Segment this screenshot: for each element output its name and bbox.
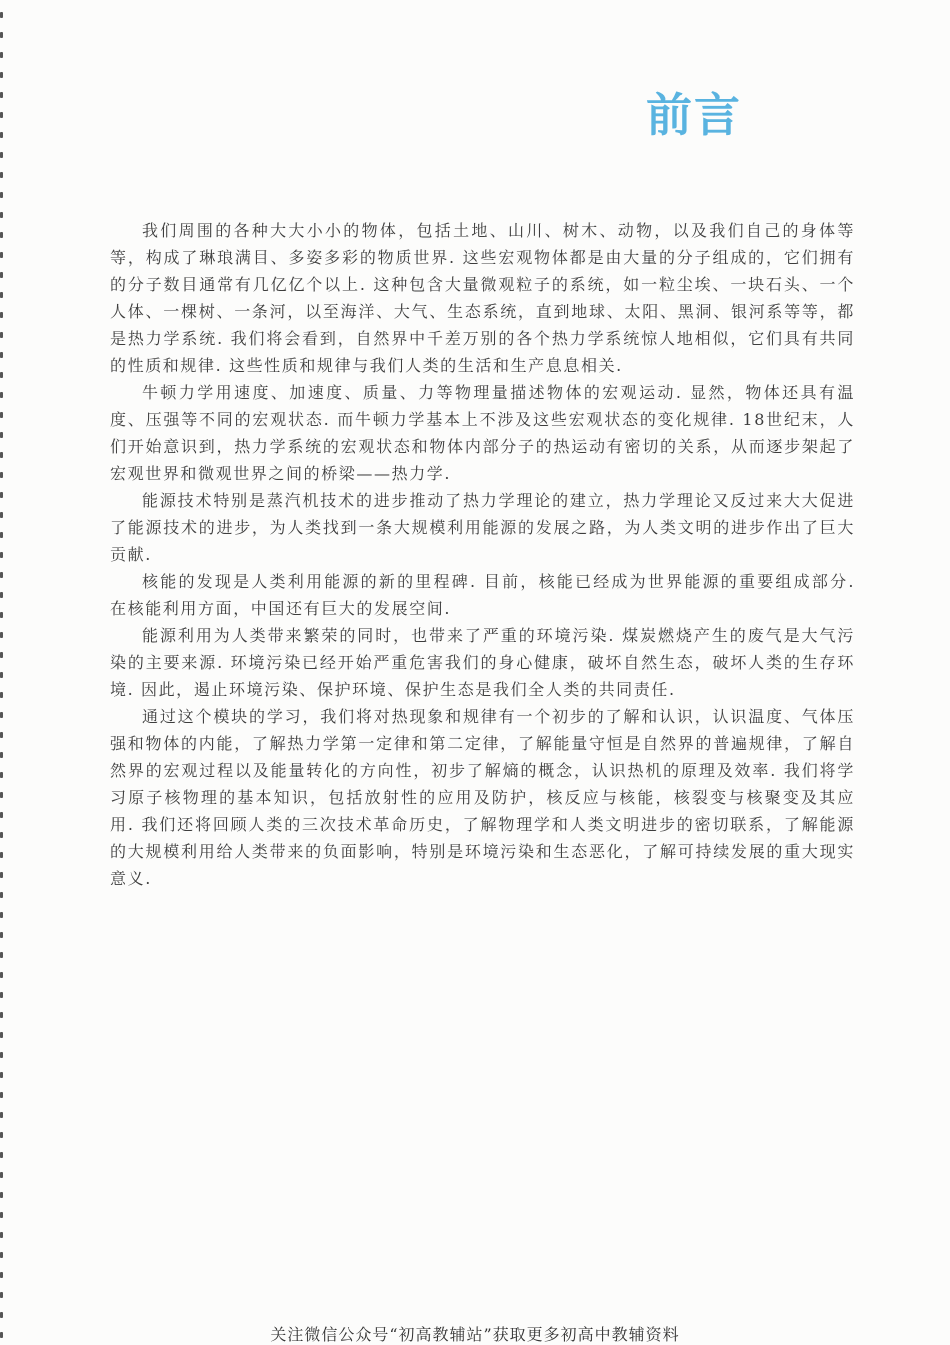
binding-hole — [0, 792, 3, 798]
binding-hole — [0, 432, 3, 438]
binding-hole — [0, 232, 3, 238]
paragraph: 能源技术特别是蒸汽机技术的进步推动了热力学理论的建立，热力学理论又反过来大大促进了能源技术的进步，为人类找到一条大规模利用能源的发展之路，为人类文明的进步作出了巨大贡献. — [110, 491, 855, 564]
binding-hole — [0, 1292, 3, 1298]
binding-hole — [0, 612, 3, 618]
binding-hole — [0, 1312, 3, 1318]
binding-hole — [0, 12, 3, 18]
binding-hole — [0, 632, 3, 638]
binding-hole — [0, 712, 3, 718]
binding-hole — [0, 1052, 3, 1058]
binding-hole — [0, 32, 3, 38]
binding-hole — [0, 512, 3, 518]
binding-hole — [0, 312, 3, 318]
binding-hole — [0, 1232, 3, 1238]
paragraph: 能源利用为人类带来繁荣的同时，也带来了严重的环境污染. 煤炭燃烧产生的废气是大气污染的主要来源. 环境污染已经开始严重危害我们的身心健康，破坏自然生态，破坏人类的生存环境. 因此，遏止环境污染、保护环境、保护生态是我们全人类的共同责任. — [110, 626, 855, 699]
binding-hole — [0, 552, 3, 558]
binding-hole — [0, 452, 3, 458]
binding-hole — [0, 372, 3, 378]
binding-hole — [0, 292, 3, 298]
binding-hole — [0, 932, 3, 938]
binding-hole — [0, 212, 3, 218]
binding-hole — [0, 352, 3, 358]
binding-hole — [0, 112, 3, 118]
binding-hole — [0, 692, 3, 698]
paragraph: 牛顿力学用速度、加速度、质量、力等物理量描述物体的宏观运动. 显然，物体还具有温度、压强等不同的宏观状态. 而牛顿力学基本上不涉及这些宏观状态的变化规律. 18世纪末，人们开始意识到，热力学系统的宏观状态和物体内部分子的热运动有密切的关系，从而逐步架起了宏观世界和微观世界之间的桥梁——热力学. — [110, 383, 855, 483]
binding-hole — [0, 572, 3, 578]
binding-hole — [0, 72, 3, 78]
binding-hole — [0, 1032, 3, 1038]
binding-hole — [0, 1252, 3, 1258]
binding-hole — [0, 392, 3, 398]
binding-hole — [0, 812, 3, 818]
paragraph: 通过这个模块的学习，我们将对热现象和规律有一个初步的了解和认识，认识温度、气体压强和物体的内能，了解热力学第一定律和第二定律，了解能量守恒是自然界的普遍规律，了解自然界的宏观过程以及能量转化的方向性，初步了解熵的概念，认识热机的原理及效率. 我们将学习原子核物理的基本知识，包括放射性的应用及防护，核反应与核能，核裂变与核聚变及其应用. 我们还将回顾人类的三次技术革命历史，了解物理学和人类文明进步的密切联系，了解能源的大规模利用给人类带来的负面影响，特别是环境污染和生态恶化，了解可持续发展的重大现实意义. — [110, 707, 855, 888]
binding-hole — [0, 1072, 3, 1078]
binding-hole — [0, 972, 3, 978]
binding-hole — [0, 1112, 3, 1118]
binding-hole — [0, 1152, 3, 1158]
binding-hole — [0, 192, 3, 198]
paragraph: 我们周围的各种大大小小的物体，包括土地、山川、树木、动物，以及我们自己的身体等等，构成了琳琅满目、多姿多彩的物质世界. 这些宏观物体都是由大量的分子组成的，它们拥有的分子数目通常有几亿亿个以上. 这种包含大量微观粒子的系统，如一粒尘埃、一块石头、一个人体、一棵树、一条河，以至海洋、大气、生态系统，直到地球、太阳、黑洞、银河系等等，都是热力学系统. 我们将会看到，自然界中千差万别的各个热力学系统惊人地相似，它们具有共同的性质和规律. 这些性质和规律与我们人类的生活和生产息息相关. — [110, 221, 855, 375]
binding-hole — [0, 472, 3, 478]
binding-hole — [0, 752, 3, 758]
binding-hole — [0, 1172, 3, 1178]
binding-hole — [0, 92, 3, 98]
binding-hole — [0, 652, 3, 658]
binding-hole — [0, 1212, 3, 1218]
binding-hole — [0, 1132, 3, 1138]
binding-hole — [0, 272, 3, 278]
binding-hole — [0, 492, 3, 498]
binding-hole — [0, 52, 3, 58]
paragraph: 核能的发现是人类利用能源的新的里程碑. 目前，核能已经成为世界能源的重要组成部分. 在核能利用方面，中国还有巨大的发展空间. — [110, 572, 855, 618]
binding-hole — [0, 912, 3, 918]
binding-hole — [0, 672, 3, 678]
binding-hole — [0, 532, 3, 538]
binding-hole — [0, 152, 3, 158]
page-title: 前言 — [646, 88, 742, 142]
binding-hole — [0, 412, 3, 418]
preface-body — [110, 217, 855, 892]
binding-hole — [0, 1192, 3, 1198]
binding-hole — [0, 732, 3, 738]
binding-hole — [0, 832, 3, 838]
binding-hole — [0, 332, 3, 338]
binding-hole — [0, 872, 3, 878]
binding-hole — [0, 172, 3, 178]
binding-hole — [0, 852, 3, 858]
binding-hole — [0, 1012, 3, 1018]
binding-hole — [0, 1092, 3, 1098]
binding-hole — [0, 132, 3, 138]
binding-hole — [0, 772, 3, 778]
binding-hole — [0, 1272, 3, 1278]
binding-hole — [0, 952, 3, 958]
binding-hole — [0, 992, 3, 998]
binding-holes — [0, 0, 6, 1345]
binding-hole — [0, 252, 3, 258]
binding-hole — [0, 892, 3, 898]
binding-hole — [0, 592, 3, 598]
footer-note: 关注微信公众号“初高教辅站”获取更多初高中教辅资料 — [270, 1325, 680, 1344]
